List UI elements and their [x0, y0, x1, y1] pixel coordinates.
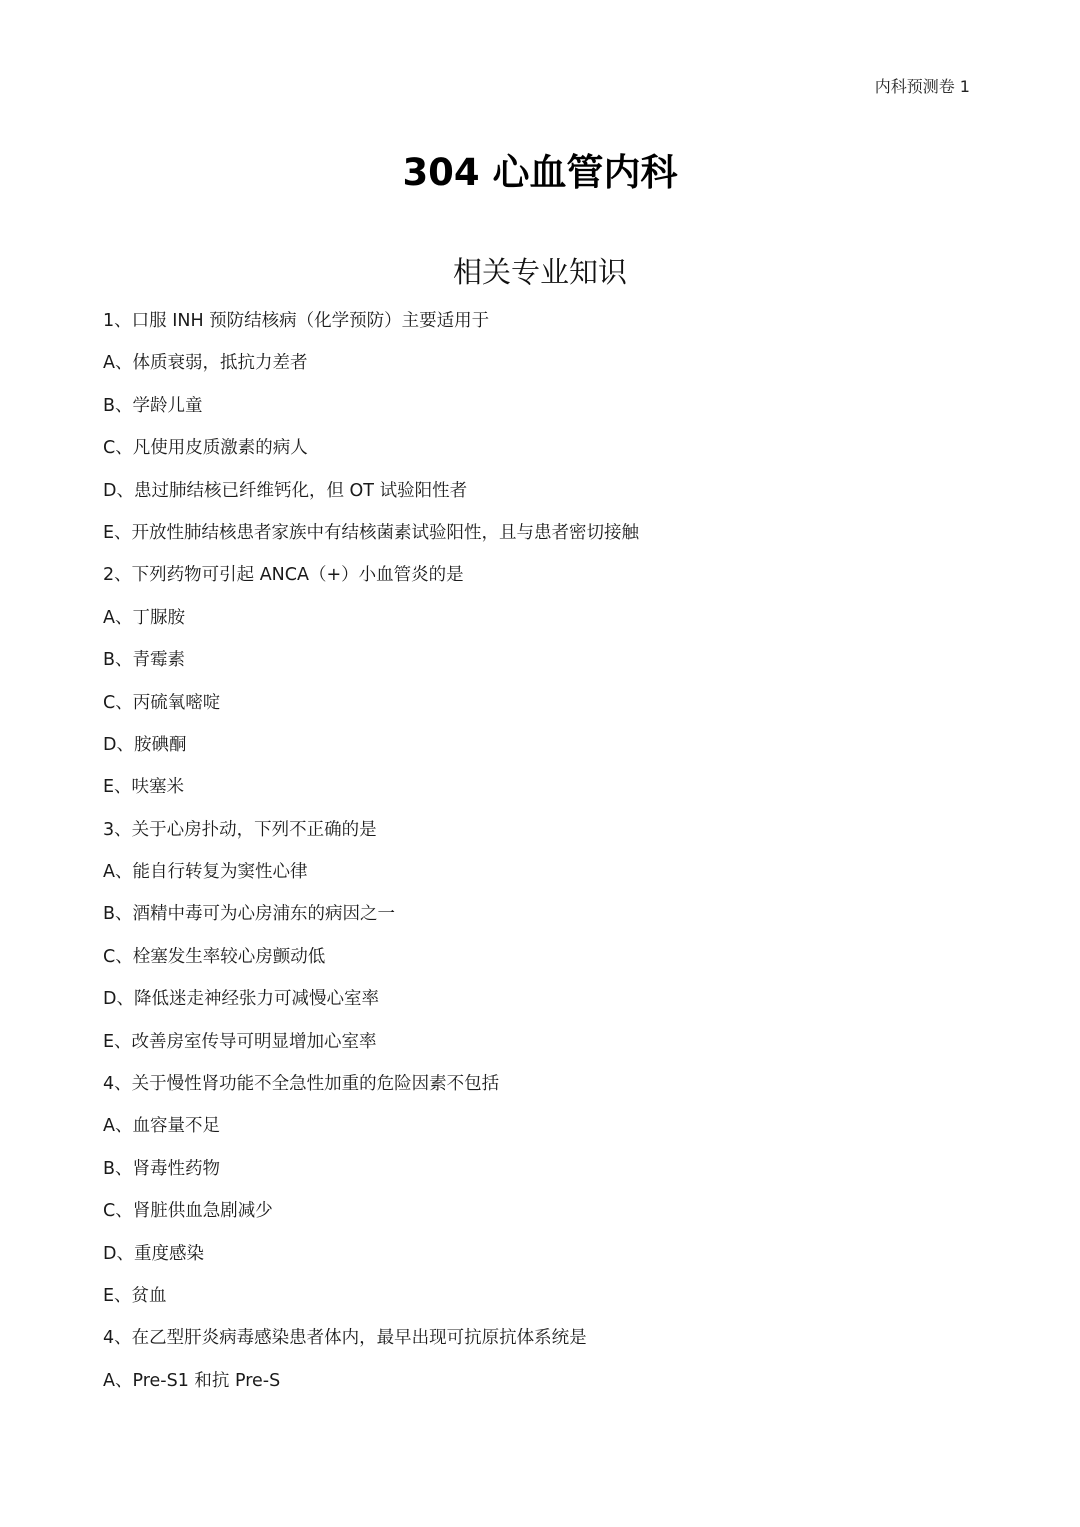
option-line: D、胺碘酮: [103, 734, 187, 755]
question-line: 4、关于慢性肾功能不全急性加重的危险因素不包括: [103, 1074, 500, 1095]
option-line: D、患过肺结核已纤维钙化，但 OT 试验阳性者: [103, 480, 468, 501]
question-line: 3、关于心房扑动，下列不正确的是: [103, 819, 377, 840]
option-line: B、学龄儿童: [103, 395, 203, 416]
option-line: C、丙硫氧嘧啶: [103, 692, 221, 713]
option-line: A、体质衰弱，抵抗力差者: [103, 353, 308, 374]
option-line: D、重度感染: [103, 1243, 204, 1264]
option-line: C、凡使用皮质激素的病人: [103, 438, 308, 459]
option-line: C、肾脏供血急剧减少: [103, 1201, 273, 1222]
option-line: B、青霉素: [103, 650, 186, 671]
option-line: A、血容量不足: [103, 1116, 220, 1137]
option-line: A、能自行转复为窦性心律: [103, 862, 308, 883]
section-title: 相关专业知识: [452, 255, 627, 289]
question-line: 4、在乙型肝炎病毒感染患者体内，最早出现可抗原抗体系统是: [103, 1328, 587, 1349]
option-line: D、降低迷走神经张力可减慢心室率: [103, 989, 379, 1010]
option-line: A、丁脲胺: [103, 607, 185, 628]
option-line: A、Pre-S1 和抗 Pre-S: [103, 1370, 281, 1391]
option-line: B、肾毒性药物: [103, 1158, 221, 1179]
question-list: [103, 300, 983, 1402]
option-line: B、酒精中毒可为心房浦东的病因之一: [103, 904, 396, 925]
option-line: E、呋塞米: [103, 777, 185, 798]
question-line: 2、下列药物可引起 ANCA（+）小血管炎的是: [103, 565, 464, 586]
document-title: 304 心血管内科: [402, 151, 678, 194]
option-line: E、开放性肺结核患者家族中有结核菌素试验阳性，且与患者密切接触: [103, 522, 640, 543]
option-line: E、改善房室传导可明显增加心室率: [103, 1031, 377, 1052]
option-line: C、栓塞发生率较心房颤动低: [103, 946, 326, 967]
question-line: 1、口服 INH 预防结核病（化学预防）主要适用于: [103, 311, 490, 331]
option-line: E、贫血: [103, 1285, 167, 1306]
page-header-label: 内科预测卷 1: [874, 77, 970, 96]
